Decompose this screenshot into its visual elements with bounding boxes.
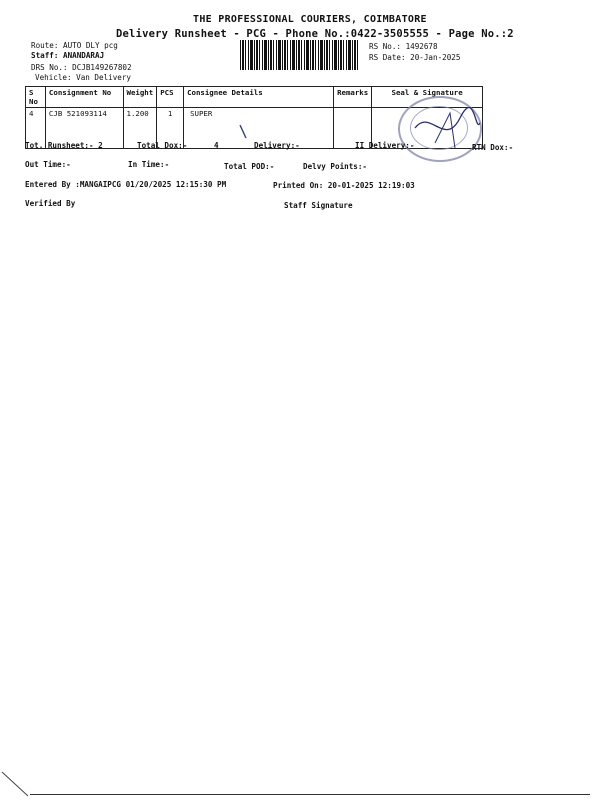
route-text: Route: AUTO DLY pcg (31, 41, 118, 50)
cell-weight: 1.200 (123, 108, 157, 149)
total-dox-label: Total Dox:- (137, 141, 188, 150)
scan-corner-mark (0, 770, 30, 800)
col-consignee: Consignee Details (184, 87, 334, 108)
staff-signature: Staff Signature (284, 201, 353, 210)
total-pod-label: Total POD:- (224, 162, 275, 171)
tot-runsheet: Tot. Runsheet:- 2 (25, 141, 103, 150)
runsheet-subtitle: Delivery Runsheet - PCG - Phone No.:0422-3505555 - Page No.:2 (116, 28, 514, 40)
cell-sno: 4 (26, 108, 46, 149)
col-seal: Seal & Signature (372, 87, 483, 108)
company-title: THE PROFESSIONAL COURIERS, COIMBATORE (193, 14, 427, 25)
ink-tick-mark (238, 124, 252, 140)
verified-by: Verified By (25, 199, 76, 208)
rs-number: RS No.: 1492678 (369, 42, 438, 51)
scan-bottom-edge (30, 794, 590, 795)
ii-delivery-label: II Delivery:- (355, 141, 415, 150)
col-sno: S No (26, 87, 46, 108)
cell-consignee: SUPER (184, 108, 334, 149)
vehicle-text: Vehicle: Van Delivery (35, 73, 132, 82)
rs-date: RS Date: 20-Jan-2025 (369, 53, 461, 62)
in-time-label: In Time:- (128, 160, 170, 169)
out-time-label: Out Time:- (25, 160, 71, 169)
delivery-label: Delivery:- (254, 141, 300, 150)
entered-by: Entered By :MANGAIPCG 01/20/2025 12:15:30 PM (25, 180, 227, 189)
col-pcs: PCS (157, 87, 184, 108)
rtn-dox-label: RTN Dox:- (472, 143, 514, 152)
cell-pcs: 1 (157, 108, 184, 149)
printed-on: Printed On: 20-01-2025 12:19:03 (273, 181, 415, 190)
col-remarks: Remarks (334, 87, 372, 108)
total-dox-value: 4 (214, 141, 219, 150)
barcode (240, 40, 358, 70)
col-consignment: Consignment No (45, 87, 123, 108)
staff-text: Staff: ANANDARAJ (31, 51, 105, 60)
delvy-points-label: Delvy Points:- (303, 162, 368, 171)
cell-consignment: CJB 521093114 (45, 108, 123, 149)
col-weight: Weight (123, 87, 157, 108)
drs-number: DRS No.: DCJB149267802 (31, 63, 132, 72)
